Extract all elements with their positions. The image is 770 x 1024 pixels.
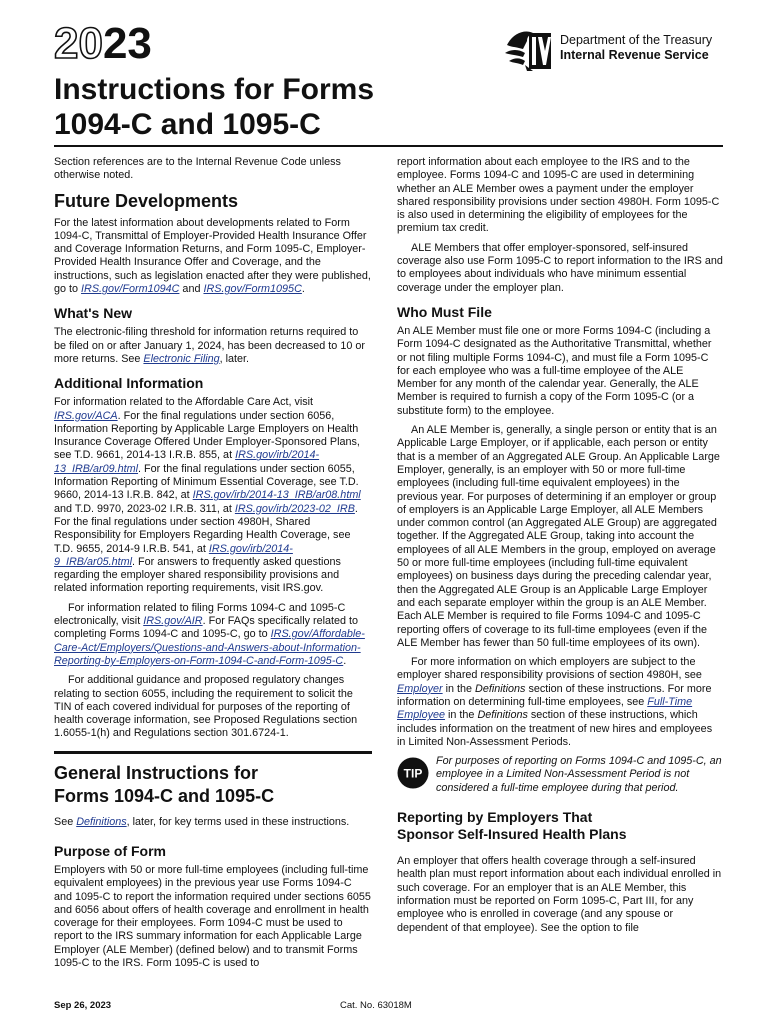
general-see-a: See [54, 815, 77, 828]
purpose-of-form-heading: Purpose of Form [54, 842, 167, 859]
general-divider [54, 751, 372, 754]
electronic-filing-link[interactable]: Electronic Filing [143, 352, 220, 365]
additional-information-heading: Additional Information [54, 375, 204, 392]
agency-name: Internal Revenue Service [560, 48, 709, 62]
department-name: Department of the Treasury [560, 33, 713, 47]
irb-2023-02-link[interactable]: IRS.gov/irb/2023-02_IRB [234, 502, 355, 515]
definitions-link[interactable]: Definitions [76, 815, 127, 828]
general-see-b: , later, for key terms used in these instructions. [126, 815, 350, 828]
whats-new-end: , later. [219, 352, 250, 365]
reporting-heading-line-2: Sponsor Self-Insured Health Plans [397, 826, 627, 843]
addl-p1-b: . For the final regulations under section 6056, Information Reporting by Applicable Large Employers on Health Insurance Coverage Offered Under Employer-Sponsored Plans, see T.D. 9661, 2014-13 I.R.B. 855, at [54, 409, 360, 462]
title-divider [54, 145, 723, 147]
addl-p2-b: . For FAQs specifically related to completing Forms 1094-C and 1095-C, go to [54, 615, 359, 641]
irb-ar05-link[interactable]: IRS.gov/irb/2014-9_IRB/ar05.html [54, 542, 293, 568]
addl-p1-e: . For the final regulations under section 4980H, Shared Responsibility for Employers Regarding Health Coverage, see T.D. 9655, 2014-9 I.R.B. 541, at [54, 502, 358, 555]
addl-p1-c: . For the final regulations under section 6055, Information Reporting of Minimum Essential Coverage, see T.D. 9660, 2014-13 I.R.B. 842, at [54, 462, 359, 502]
reporting-self-insured-text: An employer that offers health coverage through a self-insured health plan must report information about each individual enrolled in such coverage. For an employer that is an ALE Member, this information must be reported on Form 1095-C, Part III, for any employee who is enrolled in coverage (and any spouse or dependent of that employee). See the option to file [397, 855, 722, 934]
definitions-italic-1: Definitions [475, 682, 526, 695]
title-line-2: 1094-C and 1095-C [54, 108, 321, 141]
full-time-employee-link[interactable]: Full-Time Employee [397, 695, 693, 722]
employer-link[interactable]: Employer [397, 682, 443, 695]
future-end: . [301, 283, 305, 296]
additional-information-p2 [54, 602, 372, 668]
who-must-file-p1: An ALE Member must file one or more Forms 1094-C (including a Form 1094-C designated as the Authoritative Transmittal, whether or not filing multiple Forms 1094-C), and must file a Form 1095-C for each employee who was a full-time employee of the ALE Member for any month of the calendar year. Generally, the ALE Member is required to furnish a copy of the Form 1095-C (or a substitute form) to the employee. [397, 324, 712, 417]
future-text: For the latest information about developments related to Form 1094-C, Transmittal of Employer-Provided Health Insurance Offer and Coverage Information Returns, and Form 1095-C, Employer-Provided Health Insurance Offer and Coverage, and the instructions, such as legislation enacted after they were published, go to [54, 216, 371, 296]
tip-label: TIP [403, 766, 423, 781]
right-column [397, 156, 723, 941]
who-p3-a: For more information on which employers are subject to the employer shared responsibility provisions of section 4980H, see [397, 656, 702, 682]
tip-box [397, 755, 723, 795]
who-p3-d: in the [445, 709, 478, 722]
general-instructions-heading [54, 762, 372, 808]
aca-faq-link[interactable]: IRS.gov/Affordable-Care-Act/Employers/Questions-and-Answers-about-Information-Reporting-by-Employers-on-Form-1094-C-and-Form-1095-C [54, 628, 365, 667]
form1094c-link[interactable]: IRS.gov/Form1094C [81, 283, 180, 296]
whats-new-text [54, 326, 372, 366]
general-see-text [54, 816, 372, 829]
definitions-italic-2: Definitions [477, 709, 528, 722]
catalog-number: Cat. No. 63018M [340, 1000, 412, 1011]
year-solid: 23 [102, 19, 152, 68]
irb-ar09-link[interactable]: IRS.gov/irb/2014-13_IRB/ar09.html [54, 449, 320, 475]
whats-new-heading: What's New [54, 305, 133, 322]
who-must-file-p3 [397, 656, 723, 749]
who-p3-b: in the [442, 682, 476, 695]
irs-eagle-logo-icon [503, 27, 555, 73]
page-title [54, 72, 374, 142]
left-column [54, 156, 372, 976]
who-must-file-p2: An ALE Member is, generally, a single person or entity that is an Applicable Large Employer, or if applicable, each person or entity that is a member of an Aggregated ALE Group. An Applicable Large Employer, generally, is an employer with 50 or more full-time employees (including full-time equivalent employees) in the previous year. For purposes of determining if an employer or group of employers is an Applicable Large Employer, all ALE Members under common control (an Aggregated ALE Group) are aggregated together. If the Aggregated ALE Group, taking into account the employees of all ALE Members in the group, employed on average 50 or more full-time employees (including full-time equivalent employees) on business days during the preceding calendar year, then the Aggregated ALE Group is an Applicable Large Employer and each separate employer within the group is an ALE Member. Each ALE Member is required to file Forms 1094-C and 1095-C reporting offers of coverage to its full-time employees (even if the ALE Member has fewer than 50 full-time employees of its own). [397, 424, 720, 649]
addl-p1-d: and T.D. 9970, 2023-02 I.R.B. 311, at [54, 502, 235, 515]
who-p3-c: section of these instructions. For more information on determining full-time employees, see [397, 682, 712, 708]
who-p3-e: section of these instructions, which includes information on the treatment of new hires and employees in Limited Non-Assessment Periods. [397, 709, 713, 748]
who-must-file-heading: Who Must File [397, 303, 492, 320]
continued-p2: ALE Members that offer employer-sponsored, self-insured coverage also use Form 1095-C to report information to the IRS and to employees about individuals who have minimum essential coverage under the employer plan. [397, 241, 723, 294]
irs-aca-link[interactable]: IRS.gov/ACA [54, 409, 118, 422]
tip-text: For purposes of reporting on Forms 1094-C and 1095-C, an employee in a Limited Non-Assessment Period is not considered a full-time employee during that period. [436, 755, 722, 794]
year-outline: 20 [54, 19, 103, 68]
additional-information-p3: For additional guidance and proposed regulatory changes relating to section 6055, including the requirement to solicit the TIN of each covered individual for purposes of the reporting of health coverage information, see Proposed Regulations section 1.6055-1(h) and Regulations section 301.6724-1. [54, 674, 358, 740]
irs-header [503, 27, 723, 73]
whats-new-body: The electronic-filing threshold for information returns required to be filed on or after January 1, 2024, has been decreased to 10 or more returns. See [54, 326, 365, 365]
title-line-1: Instructions for Forms [54, 73, 375, 106]
reporting-heading-line-1: Reporting by Employers That [397, 809, 593, 826]
purpose-of-form-text: Employers with 50 or more full-time employees (including full-time equivalent employees) in the previous year use Forms 1094-C and 1095-C to report the information required under sections 6055 and 6056 about offers of health coverage and enrollment in health coverage for their employees. Form 1094-C must be used to report to the IRS summary information for each Applicable Large Employer (ALE Member) (defined below) and to transmit Forms 1095-C to the IRS. Form 1095-C is used to [54, 863, 371, 970]
general-heading-line-2: Forms 1094-C and 1095-C [54, 785, 275, 806]
irb-ar08-link[interactable]: IRS.gov/irb/2014-13_IRB/ar08.html [192, 489, 361, 502]
addl-p2-a: For information related to filing Forms 1094-C and 1095-C electronically, visit [54, 601, 346, 628]
general-heading-line-1: General Instructions for [54, 762, 259, 783]
tip-icon [397, 757, 429, 789]
intro-text: Section references are to the Internal Revenue Code unless otherwise noted. [54, 156, 341, 182]
addl-p1-f: . For answers to frequently asked questions regarding the employer shared responsibility provisions and related information reporting requirements, visit IRS.gov. [54, 555, 341, 595]
form-year [54, 19, 152, 68]
additional-information-p1 [54, 396, 372, 595]
addl-p1-a: For information related to the Affordable Care Act, visit [54, 396, 314, 409]
footer-date: Sep 26, 2023 [54, 1000, 112, 1011]
future-developments-text [54, 217, 372, 297]
addl-p2-end: . [343, 654, 347, 667]
irs-air-link[interactable]: IRS.gov/AIR [143, 615, 203, 628]
reporting-self-insured-heading [397, 809, 723, 843]
continued-p1: report information about each employee to the IRS and to the employee. Forms 1094-C and 1095-C are used in determining whether an ALE Member owes a payment under the employer shared responsibility provisions under section 4980H. Form 1095-C is also used in determining the eligibility of employees for the premium tax credit. [397, 156, 720, 235]
future-and: and [179, 283, 204, 296]
form1095c-link[interactable]: IRS.gov/Form1095C [203, 283, 302, 296]
future-developments-heading: Future Developments [54, 190, 239, 211]
